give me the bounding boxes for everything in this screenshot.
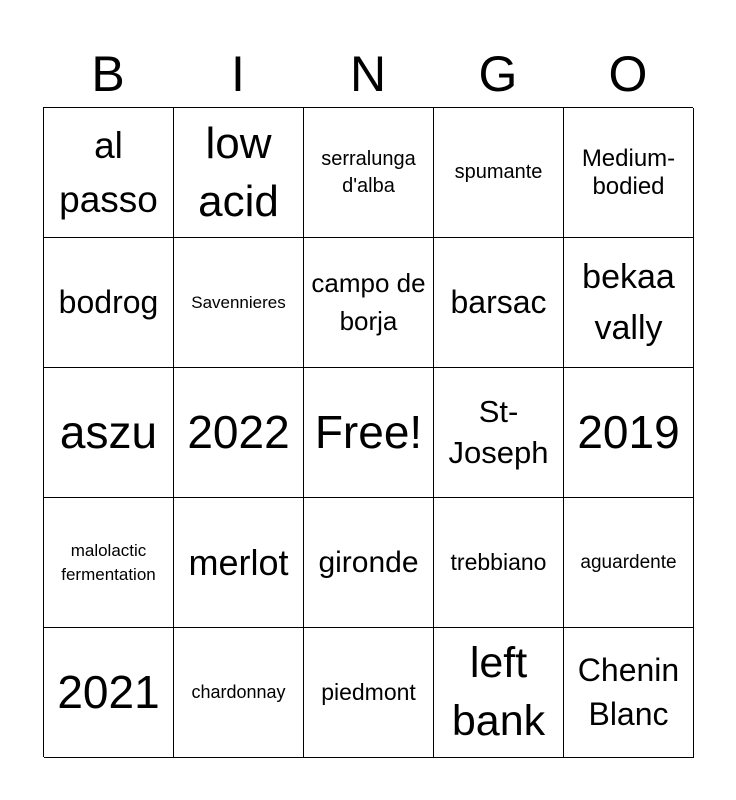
cell-text: 2021 <box>57 666 160 719</box>
free-space[interactable] <box>304 368 434 498</box>
cell-text: bekaa vally <box>582 257 675 347</box>
cell-text: al passo <box>59 124 158 220</box>
bingo-cell[interactable] <box>174 108 304 238</box>
bingo-cell[interactable] <box>44 498 174 628</box>
bingo-cell[interactable] <box>564 498 694 628</box>
bingo-cell[interactable] <box>434 108 564 238</box>
cell-text: left bank <box>451 638 546 745</box>
bingo-cell[interactable] <box>434 238 564 368</box>
bingo-cell[interactable] <box>44 108 174 238</box>
bingo-cell[interactable] <box>564 238 694 368</box>
cell-text: spumante <box>454 161 543 183</box>
bingo-cell[interactable] <box>434 368 564 498</box>
bingo-cell[interactable] <box>434 498 564 628</box>
bingo-cell[interactable] <box>44 238 174 368</box>
bingo-cell[interactable] <box>304 108 434 238</box>
bingo-cell[interactable] <box>304 238 434 368</box>
bingo-cell[interactable] <box>564 368 694 498</box>
cell-text: Savennieres <box>191 292 286 312</box>
cell-text: trebbiano <box>450 549 547 575</box>
cell-text: chardonnay <box>191 681 286 702</box>
cell-text: bodrog <box>58 284 159 320</box>
bingo-cell[interactable] <box>304 498 434 628</box>
bingo-cell[interactable] <box>44 368 174 498</box>
bingo-cell[interactable] <box>174 368 304 498</box>
bingo-header <box>43 40 693 108</box>
cell-text: low acid <box>198 119 279 226</box>
cell-text: aguardente <box>580 551 677 573</box>
cell-text: gironde <box>318 545 419 579</box>
cell-text: Chenin Blanc <box>577 652 680 732</box>
header-letter-g: G <box>478 46 518 102</box>
bingo-cell[interactable] <box>174 238 304 368</box>
header-letter-o: O <box>608 46 648 102</box>
bingo-cell[interactable] <box>434 628 564 758</box>
cell-text: barsac <box>450 284 547 320</box>
cell-text: 2022 <box>187 406 290 459</box>
header-letter-b: B <box>91 46 125 102</box>
bingo-cell[interactable] <box>564 628 694 758</box>
cell-text: Medium-bodied <box>581 144 676 200</box>
bingo-cell[interactable] <box>174 498 304 628</box>
cell-text: St-Joseph <box>448 394 549 470</box>
bingo-cell[interactable] <box>44 628 174 758</box>
bingo-cell[interactable] <box>304 628 434 758</box>
cell-text: merlot <box>188 541 289 583</box>
cell-text: serralunga d'alba <box>321 147 416 197</box>
bingo-cell[interactable] <box>174 628 304 758</box>
bingo-cell[interactable] <box>564 108 694 238</box>
cell-text: piedmont <box>321 679 416 705</box>
cell-text: malolactic fermentation <box>61 540 156 584</box>
header-letter-i: I <box>231 46 245 102</box>
cell-text: campo de borja <box>311 267 426 336</box>
cell-text: Free! <box>314 406 423 459</box>
bingo-board <box>43 107 693 757</box>
header-letter-n: N <box>349 46 387 102</box>
cell-text: 2019 <box>577 406 680 459</box>
cell-text: aszu <box>59 406 158 459</box>
